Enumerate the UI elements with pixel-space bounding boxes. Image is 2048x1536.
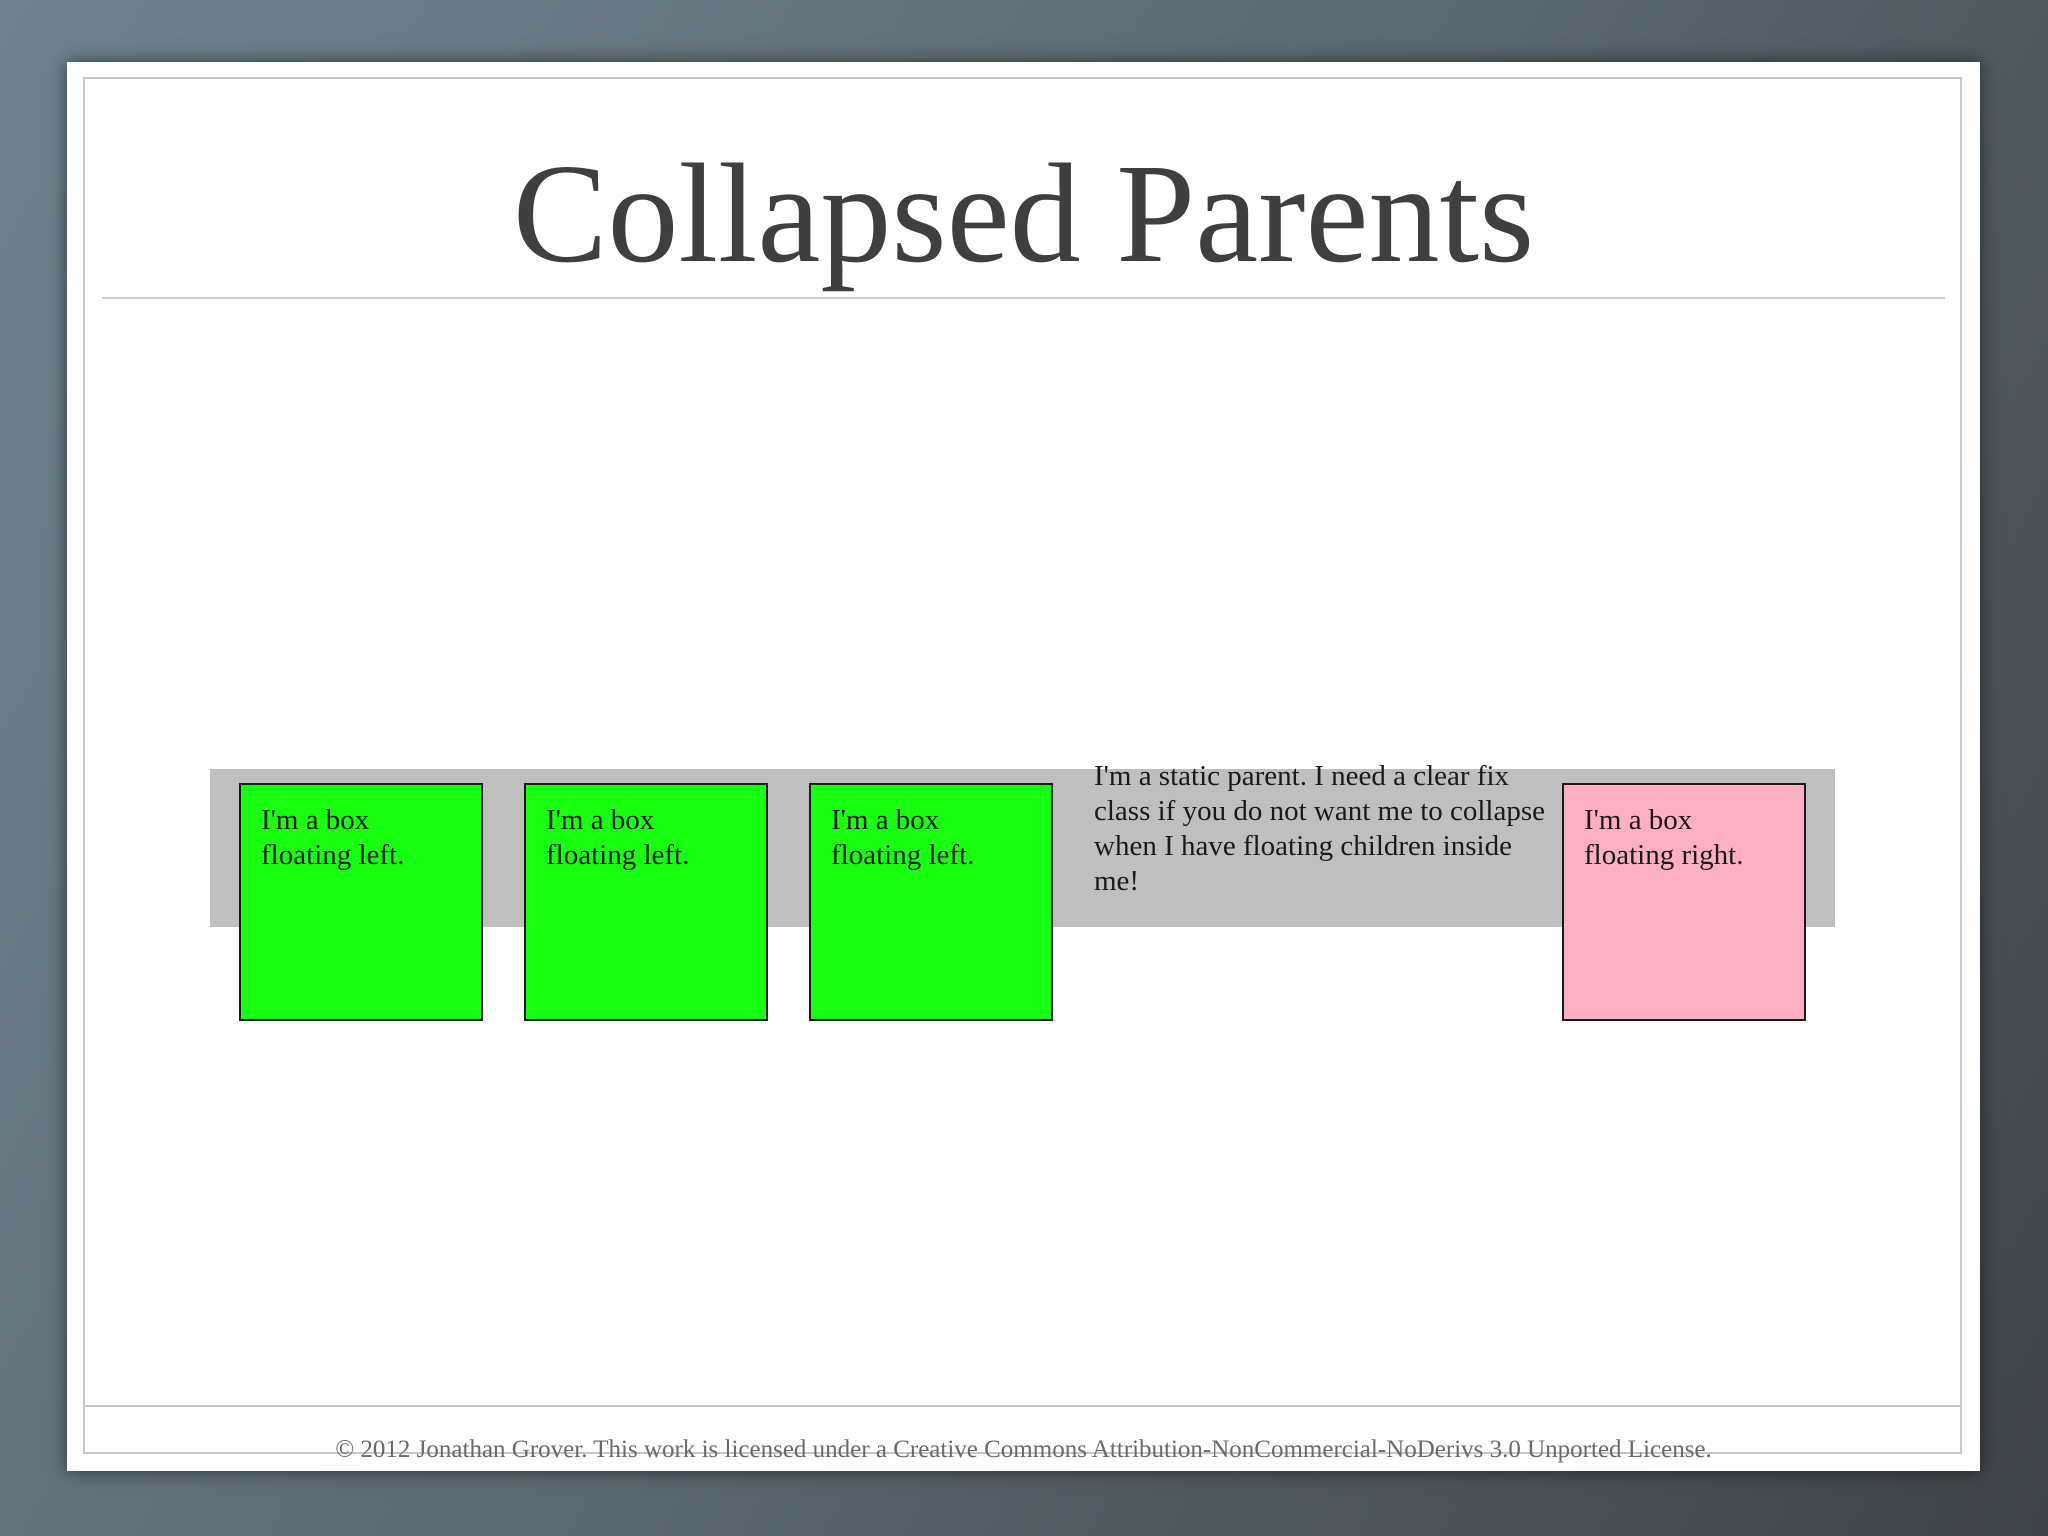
footer-divider [83,1405,1962,1407]
float-demo [210,760,1835,1021]
float-right-box: I'm a box floating right. [1562,783,1806,1021]
static-parent-text: I'm a static parent. I need a clear fix class if you do not want me to collapse when I have floating children inside me! [1094,760,1546,897]
license-footer: © 2012 Jonathan Grover. This work is licensed under a Creative Commons Attribution-NonCommercial-NoDerivs 3.0 Unported License. [335,1436,1712,1463]
static-parent [210,760,1835,927]
slide-title: Collapsed Parents [512,134,1535,292]
float-left-box-1: I'm a box floating left. [239,783,483,1021]
float-left-box-2: I'm a box floating left. [524,783,768,1021]
title-divider [102,297,1945,299]
float-left-box-3: I'm a box floating left. [809,783,1053,1021]
slide [67,62,1980,1471]
